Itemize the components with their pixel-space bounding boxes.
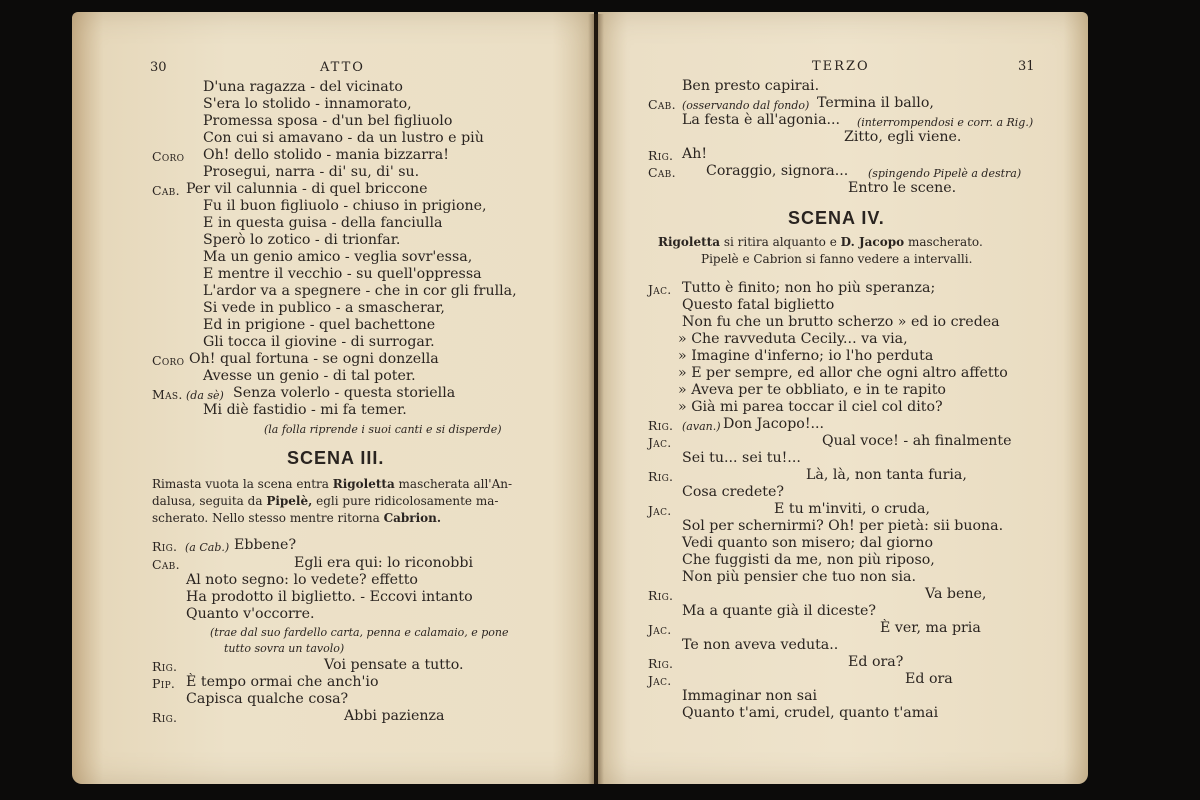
speaker-label: Jac. <box>648 435 672 450</box>
verse-line: Senza volerlo - questa storiella <box>233 385 456 401</box>
speaker-label: Jac. <box>648 503 672 518</box>
verse-line: È ver, ma pria <box>880 620 981 636</box>
verse-line: La festa è all'agonia... <box>682 112 841 128</box>
verse-line: Ed ora <box>905 671 953 687</box>
verse-line: Don Jacopo!... <box>723 416 825 432</box>
verse-line: Gli tocca il giovine - di surrogar. <box>203 334 435 350</box>
verse-line: Prosegui, narra - di' su, di' su. <box>203 164 420 180</box>
verse-line: Ed in prigione - quel bachettone <box>203 317 436 333</box>
verse-line: Ben presto capirai. <box>682 78 820 94</box>
verse-line: Ma un genio amico - veglia sovr'essa, <box>203 249 473 265</box>
speaker-label: Cab. <box>648 165 676 180</box>
stage-direction: (a Cab.) <box>185 541 230 554</box>
verse-line: Là, là, non tanta furia, <box>806 467 967 483</box>
speaker-label: Rig. <box>648 588 674 603</box>
stage-direction: tutto sovra un tavolo) <box>224 642 345 655</box>
verse-line: Quanto v'occorre. <box>186 606 315 622</box>
verse-line: Promessa sposa - d'un bel figliuolo <box>203 113 453 129</box>
page-number-right: 31 <box>1018 59 1035 74</box>
speaker-label: Rig. <box>648 418 674 433</box>
running-header-left: ATTO <box>320 60 365 75</box>
speaker-label: Rig. <box>152 710 178 725</box>
verse-line: Con cui si amavano - da un lustro e più <box>203 130 484 146</box>
scene-description: dalusa, seguita da Pipelè, egli pure ridicolosamente ma- <box>152 494 499 508</box>
verse-line: E mentre il vecchio - su quell'oppressa <box>203 266 482 282</box>
verse-line: Questo fatal biglietto <box>682 297 835 313</box>
verse-line: Si vede in publico - a smascherar, <box>203 300 445 316</box>
speaker-label: Rig. <box>648 469 674 484</box>
scene-description: Pipelè e Cabrion si fanno vedere a intervalli. <box>701 252 973 266</box>
speaker-label: Cab. <box>152 557 180 572</box>
speaker-label: Rig. <box>648 656 674 671</box>
verse-line: » Aveva per te obbliato, e in te rapito <box>678 382 946 398</box>
speaker-label: Jac. <box>648 673 672 688</box>
scene-description: Rimasta vuota la scena entra Rigoletta mascherata all'An- <box>152 477 513 491</box>
verse-line: » Che ravveduta Cecily... va via, <box>678 331 908 347</box>
speaker-label: Coro <box>152 149 185 164</box>
verse-line: D'una ragazza - del vicinato <box>203 79 403 95</box>
verse-line: Avesse un genio - di tal poter. <box>203 368 416 384</box>
verse-line: Non fu che un brutto scherzo » ed io credea <box>682 314 1000 330</box>
scene-description: Rigoletta si ritira alquanto e D. Jacopo mascherato. <box>658 235 983 249</box>
speaker-label: Rig. <box>152 539 178 554</box>
speaker-label: Coro <box>152 353 185 368</box>
running-header-right: TERZO <box>812 59 870 74</box>
verse-line: » Imagine d'inferno; io l'ho perduta <box>678 348 934 364</box>
scene-description: scherato. Nello stesso mentre ritorna Cabrion. <box>152 511 442 525</box>
verse-line: » E per sempre, ed allor che ogni altro affetto <box>678 365 1008 381</box>
stage-direction: (spingendo Pipelè a destra) <box>868 167 1022 180</box>
speaker-label: Jac. <box>648 622 672 637</box>
verse-line: Ebbene? <box>234 537 297 553</box>
verse-line: Ed ora? <box>848 654 904 670</box>
verse-line: È tempo ormai che anch'io <box>186 674 379 690</box>
verse-line: Per vil calunnia - di quel briccone <box>186 181 428 197</box>
scene-title: SCENA IV. <box>788 208 885 228</box>
verse-line: Ha prodotto il biglietto. - Eccovi intanto <box>186 589 473 605</box>
verse-line: Voi pensate a tutto. <box>324 657 464 673</box>
verse-line: Che fuggisti da me, non più riposo, <box>682 552 935 568</box>
verse-line: Immaginar non sai <box>682 688 818 704</box>
verse-line: Tutto è finito; non ho più speranza; <box>682 280 936 296</box>
verse-line: Entro le scene. <box>848 180 957 196</box>
verse-line: Non più pensier che tuo non sia. <box>682 569 916 585</box>
verse-line: Abbi pazienza <box>344 708 445 724</box>
verse-line: Vedi quanto son misero; dal giorno <box>682 535 933 551</box>
right-page <box>598 12 1088 784</box>
stage-direction: (trae dal suo fardello carta, penna e calamaio, e pone <box>210 626 509 639</box>
verse-line: » Già mi parea toccar il ciel col dito? <box>678 399 943 415</box>
speaker-label: Pip. <box>152 676 176 691</box>
verse-line: Qual voce! - ah finalmente <box>822 433 1012 449</box>
verse-line: Ah! <box>682 146 708 162</box>
speaker-label: Jac. <box>648 282 672 297</box>
scene-title: SCENA III. <box>287 448 385 468</box>
verse-line: Cosa credete? <box>682 484 784 500</box>
verse-line: Mi diè fastidio - mi fa temer. <box>203 402 407 418</box>
verse-line: Sperò lo zotico - di trionfar. <box>203 232 401 248</box>
verse-line: Egli era qui: lo riconobbi <box>294 555 473 571</box>
verse-line: Al noto segno: lo vedete? effetto <box>186 572 418 588</box>
verse-line: Quanto t'ami, crudel, quanto t'amai <box>682 705 939 721</box>
verse-line: Coraggio, signora... <box>706 163 849 179</box>
book-gutter <box>588 14 604 784</box>
verse-line: L'ardor va a spegnere - che in cor gli frulla, <box>203 283 517 299</box>
verse-line: E tu m'inviti, o cruda, <box>774 501 931 517</box>
verse-line: Te non aveva veduta.. <box>682 637 839 653</box>
speaker-label: Cab. <box>152 183 180 198</box>
verse-line: Capisca qualche cosa? <box>186 691 349 707</box>
speaker-label: Rig. <box>648 148 674 163</box>
stage-direction: (avan.) <box>682 420 721 433</box>
page-number-left: 30 <box>150 60 167 75</box>
speaker-label: Mas. <box>152 387 183 402</box>
stage-direction: (osservando dal fondo) <box>682 99 810 112</box>
verse-line: S'era lo stolido - innamorato, <box>203 96 412 112</box>
verse-line: Sei tu... sei tu!... <box>682 450 801 466</box>
stage-direction: (da sè) <box>186 389 224 402</box>
verse-line: Ma a quante già il diceste? <box>682 603 877 619</box>
verse-line: Zitto, egli viene. <box>844 129 962 145</box>
verse-line: Va bene, <box>925 586 987 602</box>
verse-line: Termina il ballo, <box>817 95 934 111</box>
stage-direction: (la folla riprende i suoi canti e si disperde) <box>264 423 502 436</box>
verse-line: Sol per schernirmi? Oh! per pietà: sii buona. <box>682 518 1004 534</box>
verse-line: Fu il buon figliuolo - chiuso in prigione, <box>203 198 487 214</box>
stage-direction: (interrompendosi e corr. a Rig.) <box>857 116 1034 129</box>
left-page <box>72 12 594 784</box>
speaker-label: Rig. <box>152 659 178 674</box>
verse-line: Oh! dello stolido - mania bizzarra! <box>203 147 449 163</box>
verse-line: Oh! qual fortuna - se ogni donzella <box>189 351 439 367</box>
speaker-label: Cab. <box>648 97 676 112</box>
verse-line: E in questa guisa - della fanciulla <box>203 215 443 231</box>
